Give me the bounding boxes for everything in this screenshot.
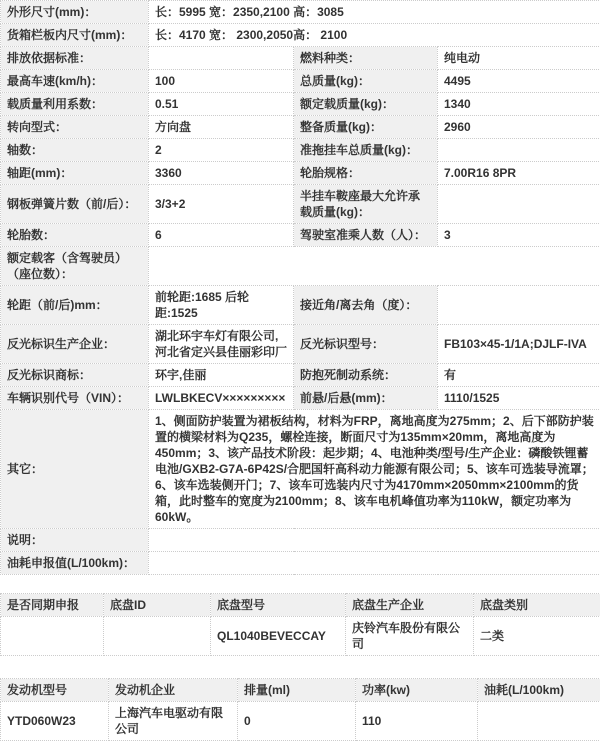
column-header: 发动机型号 [1, 679, 109, 702]
spec-label: 油耗申报值(L/100km)： [1, 552, 149, 575]
spec-value: 纯电动 [438, 47, 600, 70]
spec-label: 轴数： [1, 139, 149, 162]
table-cell: 上海汽车电驱动有限公司 [109, 702, 238, 741]
spec-label: 轮胎数： [1, 224, 149, 247]
table-cell [104, 617, 211, 656]
column-header: 底盘类别 [474, 594, 600, 617]
spec-value: 方向盘 [149, 116, 294, 139]
spec-value: 2960 [438, 116, 600, 139]
chassis-data-row [1, 617, 600, 656]
chassis-header-row [1, 594, 600, 617]
spec-value [438, 185, 600, 224]
spec-value: 2 [149, 139, 294, 162]
spec-row [1, 247, 600, 286]
spec-label: 防抱死制动系统： [294, 364, 438, 387]
column-header: 底盘型号 [211, 594, 346, 617]
spec-label: 反光标识型号： [294, 325, 438, 364]
spec-value: 环宇,佳丽 [149, 364, 294, 387]
spec-value: 7.00R16 8PR [438, 162, 600, 185]
table-cell: 庆铃汽车股份有限公司 [346, 617, 474, 656]
spec-label: 轴距(mm)： [1, 162, 149, 185]
spec-row-other [1, 410, 600, 529]
spec-label: 货箱栏板内尺寸(mm)： [1, 24, 149, 47]
spec-label: 反光标识商标： [1, 364, 149, 387]
column-header: 底盘ID [104, 594, 211, 617]
spec-label: 车辆识别代号（VIN）： [1, 387, 149, 410]
spec-value [438, 139, 600, 162]
column-header: 排量(ml) [238, 679, 356, 702]
spec-value [149, 552, 600, 575]
spec-row [1, 116, 600, 139]
chassis-table [0, 593, 600, 656]
spec-value: 3 [438, 224, 600, 247]
spec-label: 额定载客（含驾驶员）（座位数）： [1, 247, 149, 286]
spec-value: 6 [149, 224, 294, 247]
spec-value: 100 [149, 70, 294, 93]
spec-value: 湖北环宇车灯有限公司,河北省定兴县佳丽彩印厂 [149, 325, 294, 364]
spec-row [1, 185, 600, 224]
spec-label: 前悬/后悬(mm)： [294, 387, 438, 410]
spec-value: 长：4170 宽： 2300,2050高： 2100 [149, 24, 600, 47]
table-cell: 110 [356, 702, 478, 741]
spec-row [1, 162, 600, 185]
spec-value: 1110/1525 [438, 387, 600, 410]
spec-value: 3/3+2 [149, 185, 294, 224]
engine-data-row [1, 702, 600, 741]
spec-label: 其它： [1, 410, 149, 529]
spec-label: 额定载质量(kg)： [294, 93, 438, 116]
spec-row [1, 139, 600, 162]
spec-label: 反光标识生产企业： [1, 325, 149, 364]
column-header: 底盘生产企业 [346, 594, 474, 617]
spec-label: 准拖挂车总质量(kg)： [294, 139, 438, 162]
spec-value: 0.51 [149, 93, 294, 116]
spec-value: 长：5995 宽：2350,2100 高：3085 [149, 1, 600, 24]
spec-label: 轮距（前/后)mm： [1, 286, 149, 325]
table-cell: YTD060W23 [1, 702, 109, 741]
spec-row [1, 529, 600, 552]
table-cell [478, 702, 600, 741]
spec-label: 驾驶室准乘人数（人）： [294, 224, 438, 247]
spec-row [1, 325, 600, 364]
spec-value: 3360 [149, 162, 294, 185]
spec-value: 有 [438, 364, 600, 387]
spec-value [149, 529, 600, 552]
spec-row [1, 224, 600, 247]
other-notes-value: 1、侧面防护装置为裙板结构，材料为FRP，离地高度为275mm；2、后下部防护装置的横梁材料为Q235，螺栓连接，断面尺寸为135mm×20mm，离地高度为450mm；3、该产品技术阶段：起步期；4、电池种类/型号/生产企业：磷酸铁锂蓄电池/GXB2-G7A-6P42S/合肥国轩高科动力能源有限公司；5、该车可选装导流罩；6、该车选装侧开门；7、该车可选装内尺寸为4170mm×2050mm×2100mm的货箱，此时整车的宽度为2100mm；8、该车电机峰值功率为110kW，额定功率为60kW。 [149, 410, 600, 529]
spec-row [1, 552, 600, 575]
spec-value: 1340 [438, 93, 600, 116]
spec-label: 载质量利用系数： [1, 93, 149, 116]
spec-label: 接近角/离去角（度）： [294, 286, 438, 325]
spec-label: 排放依据标准： [1, 47, 149, 70]
spec-label: 外形尺寸(mm)： [1, 1, 149, 24]
spec-label: 燃料种类： [294, 47, 438, 70]
spec-label: 轮胎规格： [294, 162, 438, 185]
table-cell: 二类 [474, 617, 600, 656]
column-header: 发动机企业 [109, 679, 238, 702]
column-header: 油耗(L/100km) [478, 679, 600, 702]
engine-table [0, 678, 600, 741]
spec-row [1, 24, 600, 47]
spec-row [1, 364, 600, 387]
spec-value: 4495 [438, 70, 600, 93]
spec-value: 前轮距:1685 后轮距:1525 [149, 286, 294, 325]
spec-value: FB103×45-1/1A;DJLF-IVA [438, 325, 600, 364]
spec-label: 整备质量(kg)： [294, 116, 438, 139]
vin-value: LWLBKECV××××××××× [149, 387, 294, 410]
spec-row [1, 47, 600, 70]
spec-row [1, 1, 600, 24]
spec-row [1, 387, 600, 410]
spec-value [438, 286, 600, 325]
spec-label: 半挂车鞍座最大允许承载质量(kg)： [294, 185, 438, 224]
table-cell [1, 617, 104, 656]
spec-label: 最高车速(km/h)： [1, 70, 149, 93]
spec-row [1, 70, 600, 93]
engine-header-row [1, 679, 600, 702]
column-header: 功率(kw) [356, 679, 478, 702]
spec-row [1, 93, 600, 116]
spec-label: 钢板弹簧片数（前/后）： [1, 185, 149, 224]
spec-label: 转向型式： [1, 116, 149, 139]
table-cell: 0 [238, 702, 356, 741]
spec-label: 说明： [1, 529, 149, 552]
spec-value [149, 47, 294, 70]
spec-value [149, 247, 600, 286]
column-header: 是否同期申报 [1, 594, 104, 617]
spec-row [1, 286, 600, 325]
spec-label: 总质量(kg)： [294, 70, 438, 93]
table-cell: QL1040BEVECCAY [211, 617, 346, 656]
